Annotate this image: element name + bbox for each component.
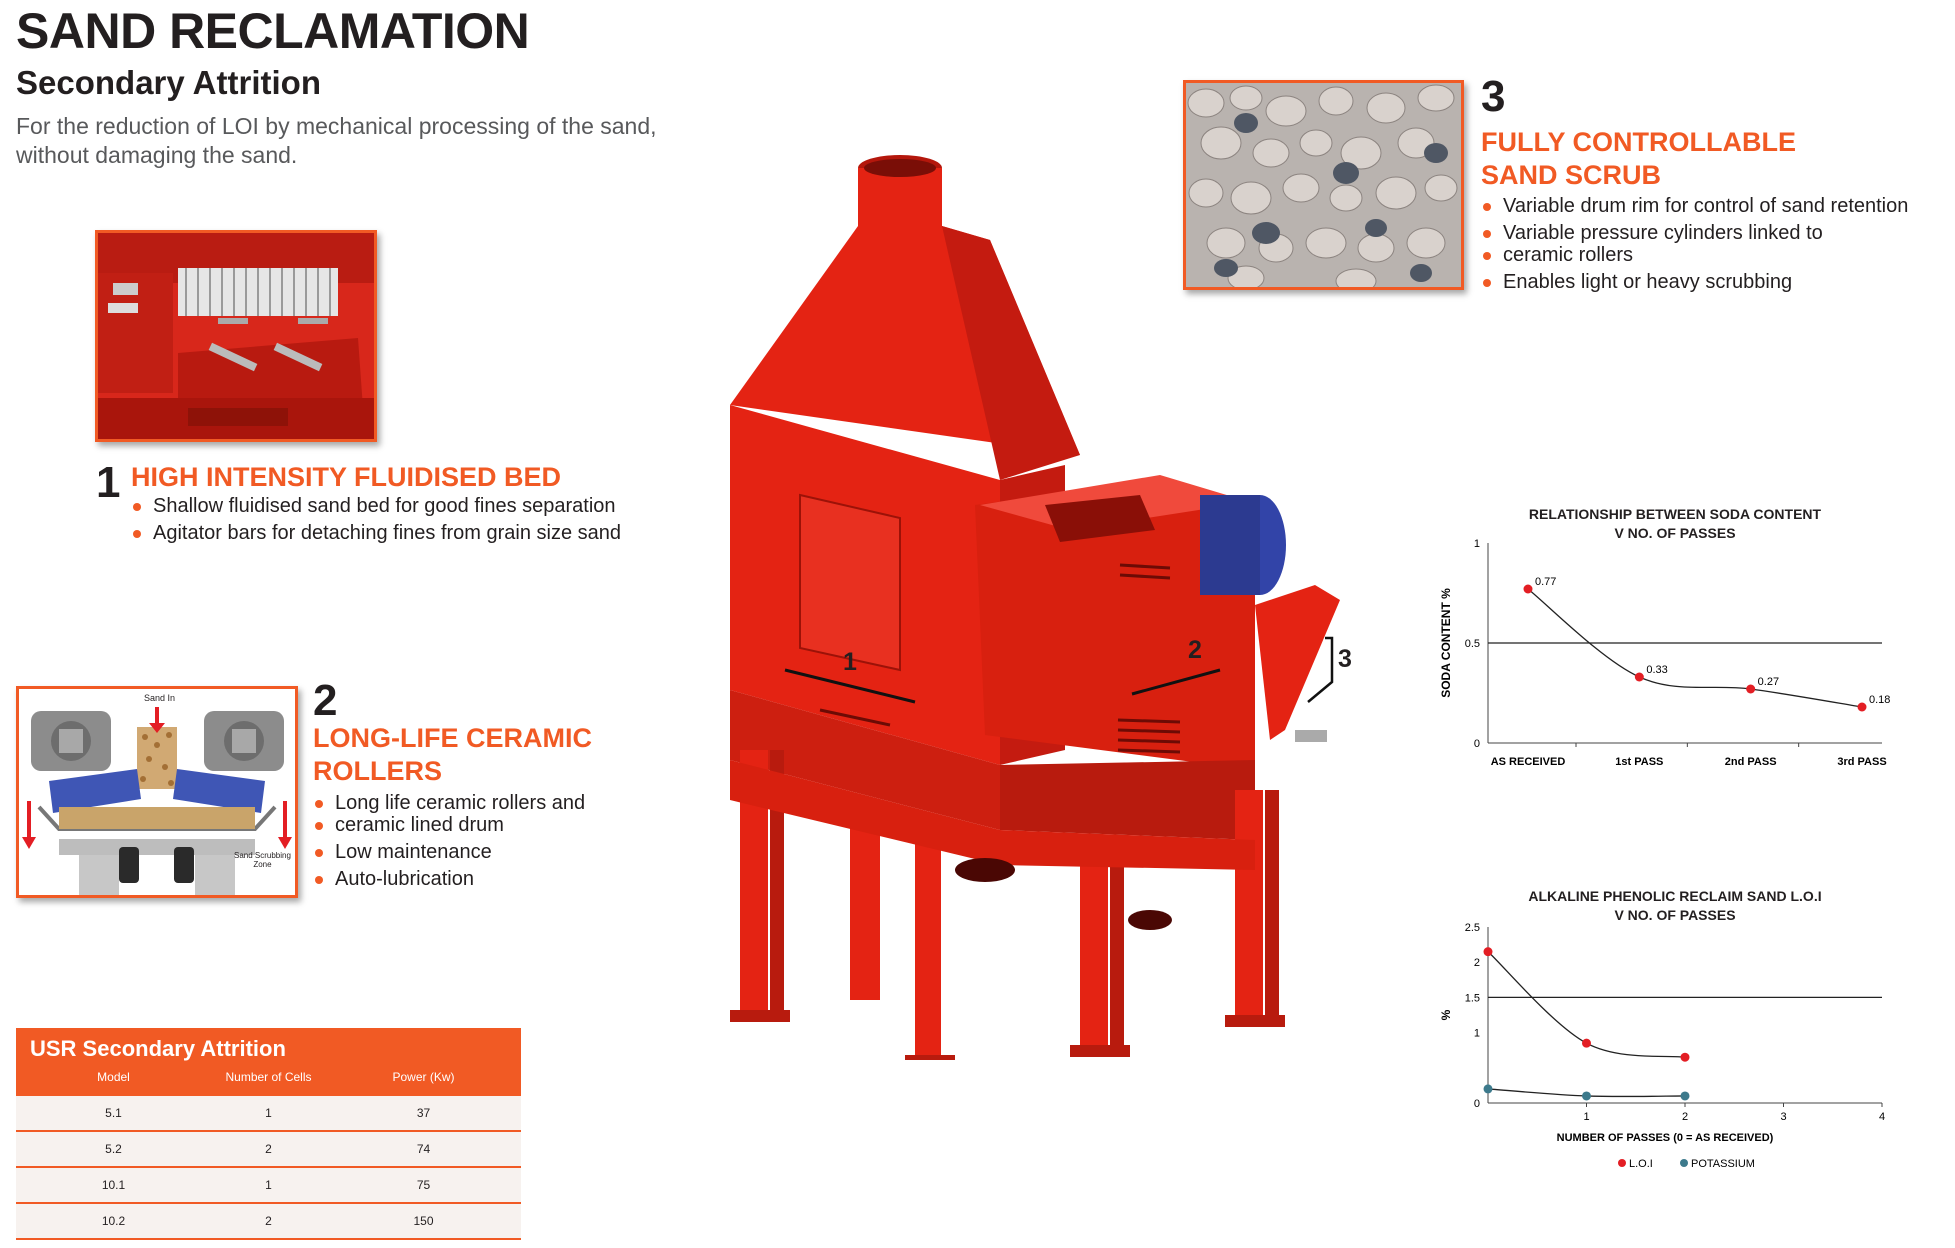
y-tick-label: 0.5 xyxy=(1464,638,1480,650)
spec-table xyxy=(16,1028,521,1240)
spec-table-columns xyxy=(16,1070,521,1084)
column-header: Number of Cells xyxy=(225,1070,312,1084)
data-point xyxy=(1484,947,1493,956)
data-label: 0.77 xyxy=(1535,576,1557,588)
feature-2-bullet: ceramic lined drum xyxy=(313,812,643,839)
ceramic-rollers-diagram xyxy=(16,686,298,898)
scrubbing-zone-label: Sand Scrubbing Zone xyxy=(234,851,291,869)
data-point xyxy=(1635,673,1644,682)
feature-1-bullet: Shallow fluidised sand bed for good fines separation xyxy=(131,493,691,520)
spec-table-header xyxy=(16,1028,521,1096)
spec-table-title: USR Secondary Attrition xyxy=(30,1036,286,1061)
feature-3-bullet: Variable pressure cylinders linked to xyxy=(1481,220,1951,247)
chart-2-title: ALKALINE PHENOLIC RECLAIM SAND L.O.I V NO. OF PASSES xyxy=(1528,888,1822,923)
column-header: Model xyxy=(97,1070,130,1084)
x-tick-label: 1 xyxy=(1583,1111,1590,1123)
page-title: SAND RECLAMATION xyxy=(16,3,530,59)
chart-1-plot xyxy=(1430,505,1890,775)
chart-2-plot xyxy=(1430,887,1890,1177)
data-point xyxy=(1524,585,1533,594)
data-label: 0.33 xyxy=(1646,664,1668,676)
data-point xyxy=(1582,1039,1591,1048)
y-tick-label: 2.5 xyxy=(1464,922,1480,934)
machine-callout-1: 1 xyxy=(843,648,857,676)
y-tick-label: 1.5 xyxy=(1464,992,1480,1005)
x-tick-label: AS RECEIVED xyxy=(1490,756,1566,768)
series-line xyxy=(1528,589,1862,707)
feature-1-bullet: Agitator bars for detaching fines from grain size sand xyxy=(131,520,691,547)
y-axis-label: SODA CONTENT % xyxy=(1439,588,1453,698)
feature-1-title: HIGH INTENSITY FLUIDISED BED xyxy=(131,462,562,492)
data-point xyxy=(1582,1091,1591,1100)
y-tick-label: 0 xyxy=(1473,1098,1480,1110)
data-point xyxy=(1681,1091,1690,1100)
x-tick-label: 1st PASS xyxy=(1615,756,1664,768)
x-tick-label: 2 xyxy=(1681,1111,1689,1123)
feature-1-bullets xyxy=(131,493,691,547)
page-subtitle: Secondary Attrition xyxy=(16,64,321,101)
fluidised-bed-photo xyxy=(95,230,377,442)
feature-3-bullets xyxy=(1481,193,1951,296)
legend-label: L.O.I xyxy=(1629,1158,1653,1170)
y-axis-label: % xyxy=(1439,1009,1453,1021)
y-tick-label: 2 xyxy=(1473,957,1480,970)
feature-3-bullet: Variable drum rim for control of sand retention xyxy=(1481,193,1951,220)
legend-marker xyxy=(1680,1159,1688,1167)
x-tick-label: 3 xyxy=(1780,1111,1787,1123)
loi-chart xyxy=(1430,887,1890,1177)
sand-in-label: Sand In xyxy=(144,693,176,703)
data-label: 0.18 xyxy=(1869,694,1890,706)
feature-3-number: 3 xyxy=(1481,72,1506,121)
data-point xyxy=(1858,703,1867,712)
feature-3-bullet: ceramic rollers xyxy=(1481,242,1951,269)
feature-1-number: 1 xyxy=(96,458,121,507)
feature-3-title: FULLY CONTROLLABLE SAND SCRUB xyxy=(1481,127,1796,190)
legend-marker xyxy=(1618,1159,1626,1167)
data-point xyxy=(1746,685,1755,694)
legend-label: POTASSIUM xyxy=(1691,1158,1755,1170)
feature-2-bullet: Long life ceramic rollers and xyxy=(313,790,643,817)
x-tick-label: 2nd PASS xyxy=(1724,756,1777,768)
feature-3-bullet: Enables light or heavy scrubbing xyxy=(1481,269,1951,296)
machine-callout-2: 2 xyxy=(1188,636,1202,664)
feature-2-number: 2 xyxy=(313,676,338,725)
x-axis-label: NUMBER OF PASSES (0 = AS RECEIVED) xyxy=(1556,1132,1774,1144)
y-tick-label: 0 xyxy=(1473,738,1480,750)
soda-content-chart xyxy=(1430,505,1890,775)
feature-2-bullet: Auto-lubrication xyxy=(313,866,643,893)
attrition-machine-illustration xyxy=(700,150,1352,1060)
chart-1-title: RELATIONSHIP BETWEEN SODA CONTENT V NO. OF PASSES xyxy=(1528,506,1822,541)
table-row: 5.2 2 74 xyxy=(16,1132,521,1168)
feature-2-bullet: Low maintenance xyxy=(313,839,643,866)
data-label: 0.27 xyxy=(1757,676,1780,688)
column-header: Power (Kw) xyxy=(392,1070,455,1084)
y-tick-label: 1 xyxy=(1473,1027,1480,1040)
table-row: 10.2 2 150 xyxy=(16,1204,521,1240)
y-tick-label: 1 xyxy=(1473,538,1480,550)
x-tick-label: 3rd PASS xyxy=(1837,756,1887,768)
machine-callout-3: 3 xyxy=(1338,645,1352,673)
table-row: 5.1 1 37 xyxy=(16,1096,521,1132)
table-row: 10.1 1 75 xyxy=(16,1168,521,1204)
intro-text: For the reduction of LOI by mechanical processing of the sand, without damaging the sand. xyxy=(16,113,657,168)
data-point xyxy=(1681,1053,1690,1062)
feature-2-title: LONG-LIFE CERAMIC ROLLERS xyxy=(313,723,592,786)
x-tick-label: 4 xyxy=(1878,1111,1886,1123)
data-point xyxy=(1484,1084,1493,1093)
feature-2-bullets xyxy=(313,790,643,893)
